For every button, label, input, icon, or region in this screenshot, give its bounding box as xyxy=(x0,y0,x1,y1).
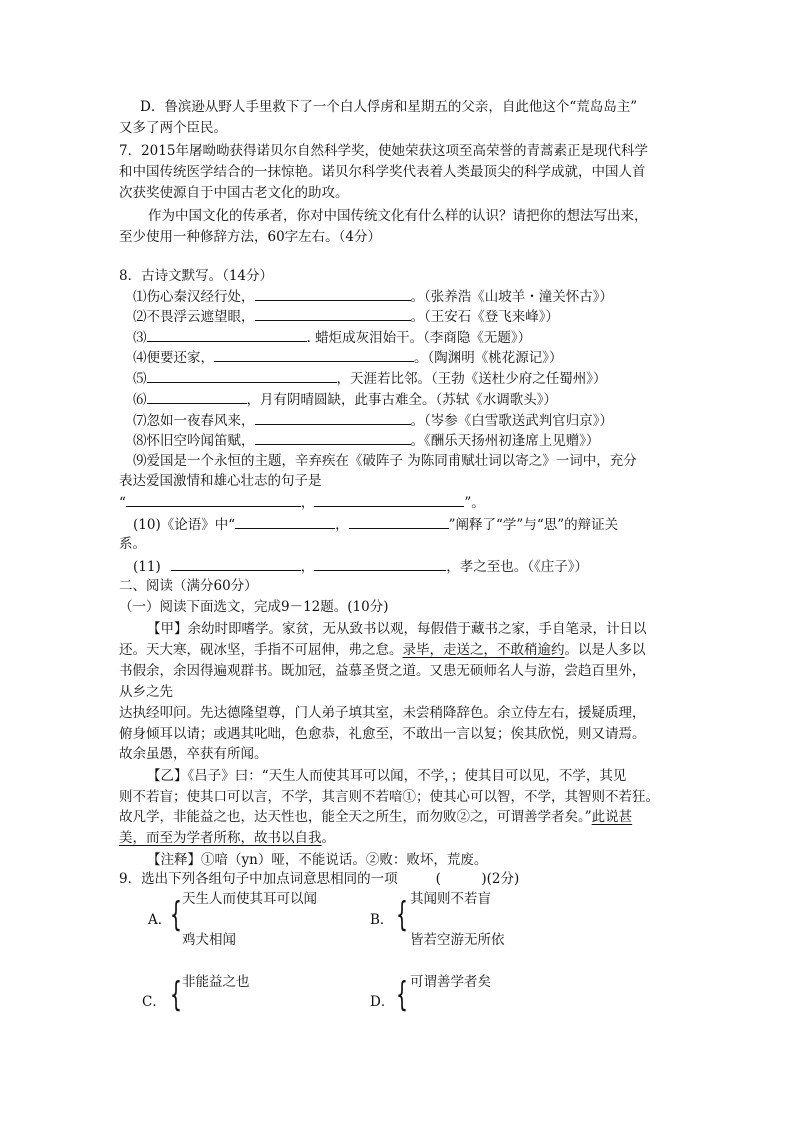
q6-option-d-line2: 又多了两个臣民。 xyxy=(119,120,227,136)
q8-item-10 xyxy=(133,514,618,535)
q7-line4: 作为中国文化的传承者，你对中国传统文化有什么样的认识？请把你的想法写出来， xyxy=(148,208,648,224)
answer-blank[interactable] xyxy=(235,514,335,529)
answer-blank[interactable] xyxy=(349,514,449,529)
answer-blank[interactable] xyxy=(314,492,464,507)
answer-blank[interactable] xyxy=(314,556,446,571)
answer-blank[interactable] xyxy=(147,389,247,404)
q8-item-10-tail: ”阐释了“学”与“思”的辩证关 xyxy=(448,517,619,533)
q9-option-c-top: 非能益之也 xyxy=(182,974,250,990)
q9-question: 9．选出下列各组句子中加点词意思相同的一项 xyxy=(119,871,398,887)
passage-jia-line3: 书假余，余因得遍观群书。既加冠，益慕圣贤之道。又患无硕师名人与游，尝趋百里外， xyxy=(119,663,646,679)
passage-jia-line7: 故余虽愚，卒获有所闻。 xyxy=(119,746,268,762)
answer-blank[interactable] xyxy=(255,306,411,321)
left-brace-icon: { xyxy=(396,975,408,1015)
q9-option-b-top: 其闻则不若盲 xyxy=(410,891,491,907)
q9-option-a-label: A． xyxy=(148,912,172,928)
q9-option-a-top: 天生人而使其耳可以闻 xyxy=(182,891,317,907)
q8-item-1 xyxy=(133,286,613,307)
q8-item-6 xyxy=(133,389,557,410)
underlined-sentence: 美，而至为学者所称，故书以自我 xyxy=(119,830,322,846)
q9-option-c-label: C． xyxy=(142,994,166,1010)
passage-jia-line2 xyxy=(119,640,646,660)
q7-line5: 至少使用一种修辞方法，60字左右。（4分） xyxy=(119,229,382,245)
q9-title xyxy=(119,869,519,889)
q8-item-3-source: . 蜡炬成灰泪始干。（李商隐《无题》） xyxy=(306,330,532,346)
q9-option-b-bottom: 皆若空游无所依 xyxy=(410,932,505,948)
passage-jia-line2-b: 。以是人多以 xyxy=(564,642,646,658)
comma: ， xyxy=(335,517,349,533)
comma: ， xyxy=(300,495,315,511)
passage-jia-line6: 俯身倾耳以请；或遇其叱咄，色愈恭，礼愈至，不敢出一言以复；俟其欣悦，则又请焉。 xyxy=(119,726,646,742)
q8-item-6-prompt: ⑹ xyxy=(133,392,147,408)
q9-score: (2分) xyxy=(486,871,520,887)
q8-item-4 xyxy=(133,347,563,368)
passage-yi-line4 xyxy=(119,828,335,848)
q8-item-6-source: ，月有阴晴圆缺，此事古难全。（苏轼《水调歌头》） xyxy=(246,392,557,408)
q8-item-2-source: 。（王安石《登飞来峰》） xyxy=(410,309,559,325)
q8-item-10-prompt: (10)《论语》中“ xyxy=(133,517,236,533)
annotation-note: 【注释】①喑（yn）哑，不能说话。②败：败坏，荒废。 xyxy=(147,852,488,868)
passage-yi-line2: 则不若盲；使其口可以言，不学，其言则不若喑①；使其心可以智，不学，其智则不若狂。 xyxy=(119,789,659,805)
answer-blank[interactable] xyxy=(214,347,414,362)
answer-blank[interactable] xyxy=(171,556,301,571)
period: 。 xyxy=(321,830,335,846)
q8-item-3 xyxy=(133,327,531,348)
q6-option-d-line1: D．鲁滨逊从野人手里救下了一个白人俘虏和星期五的父亲，自此他这个“荒岛岛主” xyxy=(140,99,638,115)
passage-yi-line3 xyxy=(119,807,632,827)
left-brace-icon: { xyxy=(396,895,408,935)
answer-blank[interactable] xyxy=(126,492,301,507)
q8-item-9-blanks xyxy=(119,492,485,513)
passage-yi-line1: 【乙】《吕子》曰：“天生人而使其耳可以闻，不学，；使其目可以见，不学，其见 xyxy=(147,768,627,784)
passage-jia-line2-a: 还。天大寒，砚冰坚，手指不可屈伸，弗之怠。 xyxy=(119,642,403,658)
q8-item-8 xyxy=(133,430,600,451)
answer-paren[interactable]: ( ) xyxy=(435,871,487,887)
q8-title: 8．古诗文默写。（14分） xyxy=(119,268,274,284)
answer-blank[interactable] xyxy=(255,410,411,425)
q7-line1: 7．2015年屠呦呦获得诺贝尔自然科学奖，使她荣获这项至高荣誉的青蒿素正是现代科学 xyxy=(119,143,648,159)
q9-option-d-label: D． xyxy=(370,994,395,1010)
q9-option-a-bottom: 鸡犬相闻 xyxy=(182,932,236,948)
q8-item-5 xyxy=(133,368,607,389)
q8-item-4-prompt: ⑷便要还家， xyxy=(133,350,214,366)
q8-item-7 xyxy=(133,410,613,431)
q9-option-b-label: B． xyxy=(370,912,394,928)
q8-item-4-source: 。（陶渊明《桃花源记》） xyxy=(414,350,563,366)
q8-item-1-source: 。（张养浩《山坡羊・潼关怀古》） xyxy=(410,289,613,305)
q8-item-9-line1: ⑼爱国是一个永恒的主题，辛弃疾在《破阵子 为陈同甫赋壮词以寄之》一词中，充分 xyxy=(133,453,637,469)
answer-blank[interactable] xyxy=(147,327,307,342)
q8-item-9-line2: 表达爱国激情和雄心壮志的句子是 xyxy=(119,473,322,489)
q8-item-10-line2: 系。 xyxy=(119,536,146,552)
q8-item-11 xyxy=(133,556,588,577)
q8-item-5-source: ，天涯若比邻。（王勃《送杜少府之任蜀州》） xyxy=(336,371,607,387)
q8-item-2 xyxy=(133,306,559,327)
q8-item-8-source: 。《酬乐天扬州初逢席上见赠》） xyxy=(410,433,600,449)
underlined-sentence: 录毕，走送之，不敢稍逾约 xyxy=(402,642,565,658)
q8-item-5-prompt: ⑸ xyxy=(133,371,147,387)
q7-line2: 和中国传统医学结合的一抹惊艳。诺贝尔科学奖代表着人类最顶尖的科学成就，中国人首 xyxy=(119,164,646,180)
passage-jia-line1: 【甲】余幼时即嗜学。家贫，无从致书以观，每假借于藏书之家，手自笔录，计日以 xyxy=(147,621,647,637)
underlined-sentence: 此说甚 xyxy=(591,809,633,825)
q8-item-11-source: ，孝之至也。（《庄子》） xyxy=(446,559,588,575)
q8-item-8-prompt: ⑻怀旧空吟闻笛赋， xyxy=(133,433,255,449)
q8-item-7-prompt: ⑺忽如一夜春风来， xyxy=(133,413,255,429)
q7-line3: 次获奖使源自于中国古老文化的助攻。 xyxy=(119,185,349,201)
open-quote: “ xyxy=(119,495,126,511)
passage-jia-line4: 从乡之先 xyxy=(119,684,173,700)
q8-item-11-label: (11) xyxy=(133,559,161,575)
section-2-title: 二、阅读（满分60分） xyxy=(119,578,258,594)
q8-item-3-prompt: ⑶ xyxy=(133,330,147,346)
q9-option-d-top: 可谓善学者矣 xyxy=(410,974,491,990)
q8-item-7-source: 。（岑参《白雪歌送武判官归京》） xyxy=(410,413,613,429)
comma: ， xyxy=(300,559,315,575)
left-brace-icon: { xyxy=(170,895,182,935)
q8-item-2-prompt: ⑵不畏浮云遮望眼， xyxy=(133,309,255,325)
passage-jia-line5: 达执经叩问。先达德隆望尊，门人弟子填其室，未尝稍降辞色。余立侍左右，援疑质理， xyxy=(119,705,646,721)
close-quote: ”。 xyxy=(464,495,485,511)
answer-blank[interactable] xyxy=(255,430,411,445)
section-2-subtitle: （一）阅读下面选文，完成9－12题。(10分) xyxy=(119,599,389,615)
answer-blank[interactable] xyxy=(255,286,411,301)
q8-item-1-prompt: ⑴伤心秦汉经行处， xyxy=(133,289,255,305)
answer-blank[interactable] xyxy=(147,368,337,383)
passage-yi-line3-a: 故凡学，非能益之也，达天性也，能全天之所生，而勿败②之，可谓善学者矣。” xyxy=(119,809,592,825)
left-brace-icon: { xyxy=(170,975,182,1015)
